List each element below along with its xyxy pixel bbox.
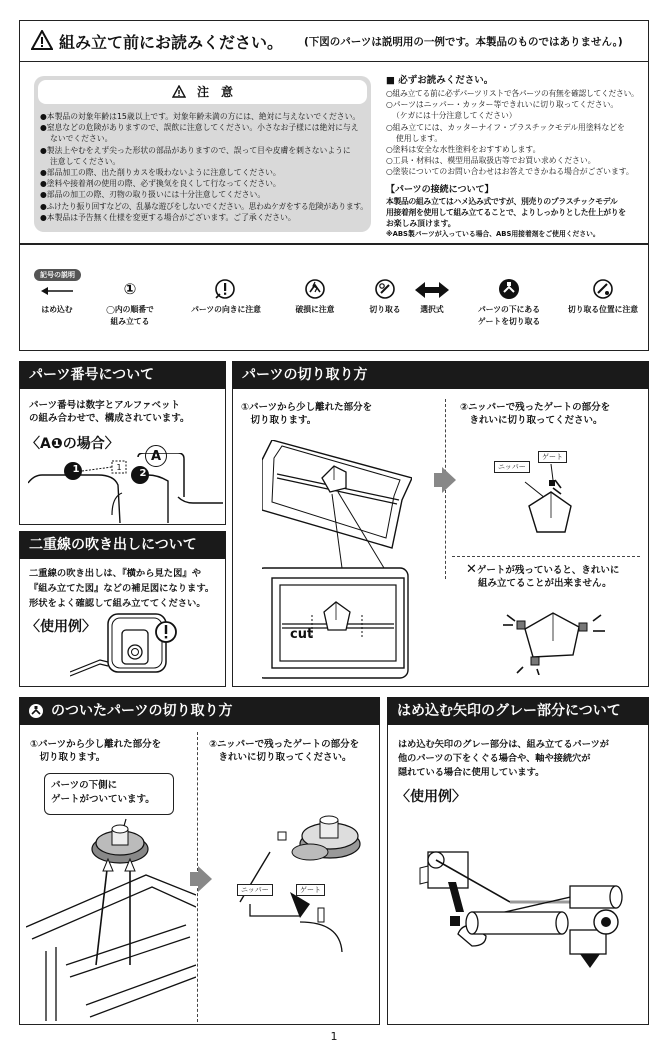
connect-text: お楽しみ頂けます。 (386, 219, 456, 229)
part-number-heading: パーツ番号について (19, 361, 226, 389)
caution-heading: 注 意 (197, 85, 234, 99)
nipper-label: ニッパー (237, 884, 273, 896)
gate-parts-step2: ②ニッパーで残ったゲートの部分を きれいに切り取ってください。 (209, 739, 360, 763)
symbol-label: 選択式 (420, 305, 444, 314)
double-line-text: 二重線の吹き出しは、『横から見た図』や 『組み立てた図』などの補足図になります。 形状をよく確認して組み立ててください。 (29, 568, 215, 609)
symbol-label: 切り取る位置に注意 (567, 305, 639, 314)
notice-item: ○組み立てる前に必ずパーツリストで各パーツの有無を確認してください。 (386, 89, 639, 98)
cutting-hdivider (452, 556, 640, 557)
caution-item: ●部品加工の際、出た削りカスを吸わないように注意してください。 (40, 168, 281, 178)
arrow-left-icon (41, 286, 73, 296)
part-num-tiny: 1 (116, 463, 122, 472)
page-subtitle: (下図のパーツは説明用の一例です。本製品のものではありません。) (304, 36, 623, 48)
arrow-right-icon (190, 872, 198, 886)
symbol-label: パーツの下にある ゲートを切り取る (477, 305, 541, 326)
title-bar (19, 20, 649, 62)
gate-cut-diagram (230, 792, 375, 952)
caution-item: ●窒息などの危険がありますので、誤飲に注意してください。小さなお子様には絶対に与え (40, 123, 359, 133)
gate-runner-diagram (26, 815, 196, 1021)
notice-block (386, 74, 642, 241)
caution-item: ●部品の加工の際、刃物の取り扱いには十分注意してください。 (40, 190, 266, 200)
caution-header (38, 80, 367, 104)
runner-letter: A (145, 445, 167, 467)
notice-item: 使用します。 (396, 133, 443, 143)
gate-label: ゲート (538, 451, 567, 463)
notice-item: ○工具・材料は、模型用品取扱店等でお買い求めください。 (386, 156, 596, 166)
page-title: 組み立て前にお読みください。 (59, 33, 284, 52)
symbol-label: 切り取る (369, 305, 401, 314)
page-number: 1 (330, 1030, 338, 1043)
arrow-right-head (442, 467, 456, 493)
cutting-step2: ②ニッパーで残ったゲートの部分を きれいに切り取ってください。 (460, 402, 611, 426)
connect-text: 本製品の組み立てはハメ込み式ですが、別売りのプラスチックモデル (386, 196, 618, 206)
gray-arrow-diagram (400, 842, 640, 972)
caution-item: ●ふけたり振り回すなどの、乱暴な遊びをしないでください。思わぬケガをする危険があります。 (40, 201, 368, 211)
caution-item: ●塗料や接着剤の使用の際、必ず換気を良くして行なってください。 (40, 179, 281, 189)
warning-small-icon (172, 85, 186, 98)
x-mark-icon: ✕ (466, 562, 477, 577)
cut-position-icon (592, 278, 614, 300)
nipper-label: ニッパー (494, 461, 530, 473)
gray-arrow-text: はめ込む矢印のグレー部分は、組み立てるパーツが 他のパーツの下をくぐる場合や、軸や接続穴が 隠れている場合に使用しています。 (398, 739, 609, 778)
gray-arrow-example: 〈使用例〉 (396, 789, 466, 805)
gate-label: ゲート (296, 884, 325, 896)
part-number-example: 〈A❶の場合〉 (26, 436, 119, 452)
notice-item: ○塗料は安全な水性塗料をおすすめします。 (386, 145, 541, 155)
symbol-label: 破損に注意 (295, 305, 335, 314)
cut-label: cut (290, 627, 314, 642)
symbol-label: パーツの向きに注意 (191, 305, 261, 314)
gate-parts-header (19, 697, 380, 725)
gate-under-icon (498, 278, 520, 300)
cutting-heading: パーツの切り取り方 (232, 361, 649, 389)
abs-note: ※ABS製パーツが入っている場合、ABS用接着剤をご使用ください。 (386, 230, 600, 239)
notice-heading: ■ 必ずお読みください。 (386, 75, 494, 86)
gate-bubble: パーツの下側に ゲートがついています。 (44, 773, 174, 815)
caution-list (40, 111, 370, 223)
notice-item: ○塗装についてのお問い合わせはお答えできかねる場合がございます。 (386, 167, 634, 177)
symbols-divider (19, 243, 649, 245)
notice-item: ○組み立てには、カッターナイフ・プラスチックモデル用塗料などを (386, 122, 625, 132)
caution-item: ●本製品の対象年齢は15歳以上です。対象年齢未満の方には、絶対に与えないでください。 (40, 112, 361, 121)
cutting-step1: ①パーツから少し離れた部分を 切り取ります。 (241, 402, 373, 426)
notice-item: ○パーツはニッパー・カッター等できれいに切り取ってください。 (386, 100, 619, 110)
connect-heading: 【パーツの接続について】 (386, 184, 494, 195)
part-num-1: 1 (72, 464, 80, 475)
caution-item: ●本製品は予告無く仕様を変更する場合がございます。ご了承ください。 (40, 212, 296, 222)
double-line-example: 〈使用例〉 (26, 619, 96, 635)
caution-item: 注意してください。 (50, 156, 121, 166)
symbols-row (19, 278, 649, 338)
warning-triangle-icon (31, 30, 53, 50)
arrow-right-head (198, 866, 212, 892)
symbol-label: はめ込む (41, 305, 73, 314)
part-number-text: パーツ番号は数字とアルファベット の組み合わせで、構成されています。 (29, 400, 190, 424)
caution-item: ないでください。 (50, 134, 113, 144)
symbol-label: ◯内の順番で 組み立てる (106, 305, 154, 326)
gate-remaining-diagram (495, 605, 615, 675)
connect-text: 用接着剤を使用して組み立てることで、よりしっかりとした仕上がりを (386, 208, 626, 218)
gate-parts-heading: のついたパーツの切り取り方 (51, 703, 233, 719)
cut-icon (374, 278, 396, 300)
caution-box (34, 76, 371, 232)
cut-part-diagram (495, 462, 605, 550)
circled-1-icon: ① (123, 280, 137, 298)
arrow-right-icon (434, 473, 442, 487)
break-icon (304, 278, 326, 300)
symbols-tag-label: 記号の説明 (34, 269, 81, 281)
double-line-heading: 二重線の吹き出しについて (19, 531, 226, 559)
runner-frame-diagram (262, 440, 412, 685)
double-arrow-icon (415, 281, 449, 299)
double-line-diagram (70, 606, 190, 681)
gray-arrow-heading: はめ込む矢印のグレー部分について (387, 697, 649, 725)
caution-item: ●製法上やむをえず尖った形状の部品がありますので、誤って目や皮膚を刺さないように (40, 145, 351, 155)
part-num-2: 2 (139, 468, 147, 479)
gate-parts-step1: ①パーツから少し離れた部分を 切り取ります。 (30, 739, 162, 763)
exclamation-icon (214, 278, 236, 300)
gate-under-icon (28, 703, 44, 719)
cutting-warn: ✕ゲートが残っていると、きれいに 組み立てることが出来ません。 (466, 562, 620, 589)
notice-item: （ケガには十分注意してください） (392, 111, 517, 121)
